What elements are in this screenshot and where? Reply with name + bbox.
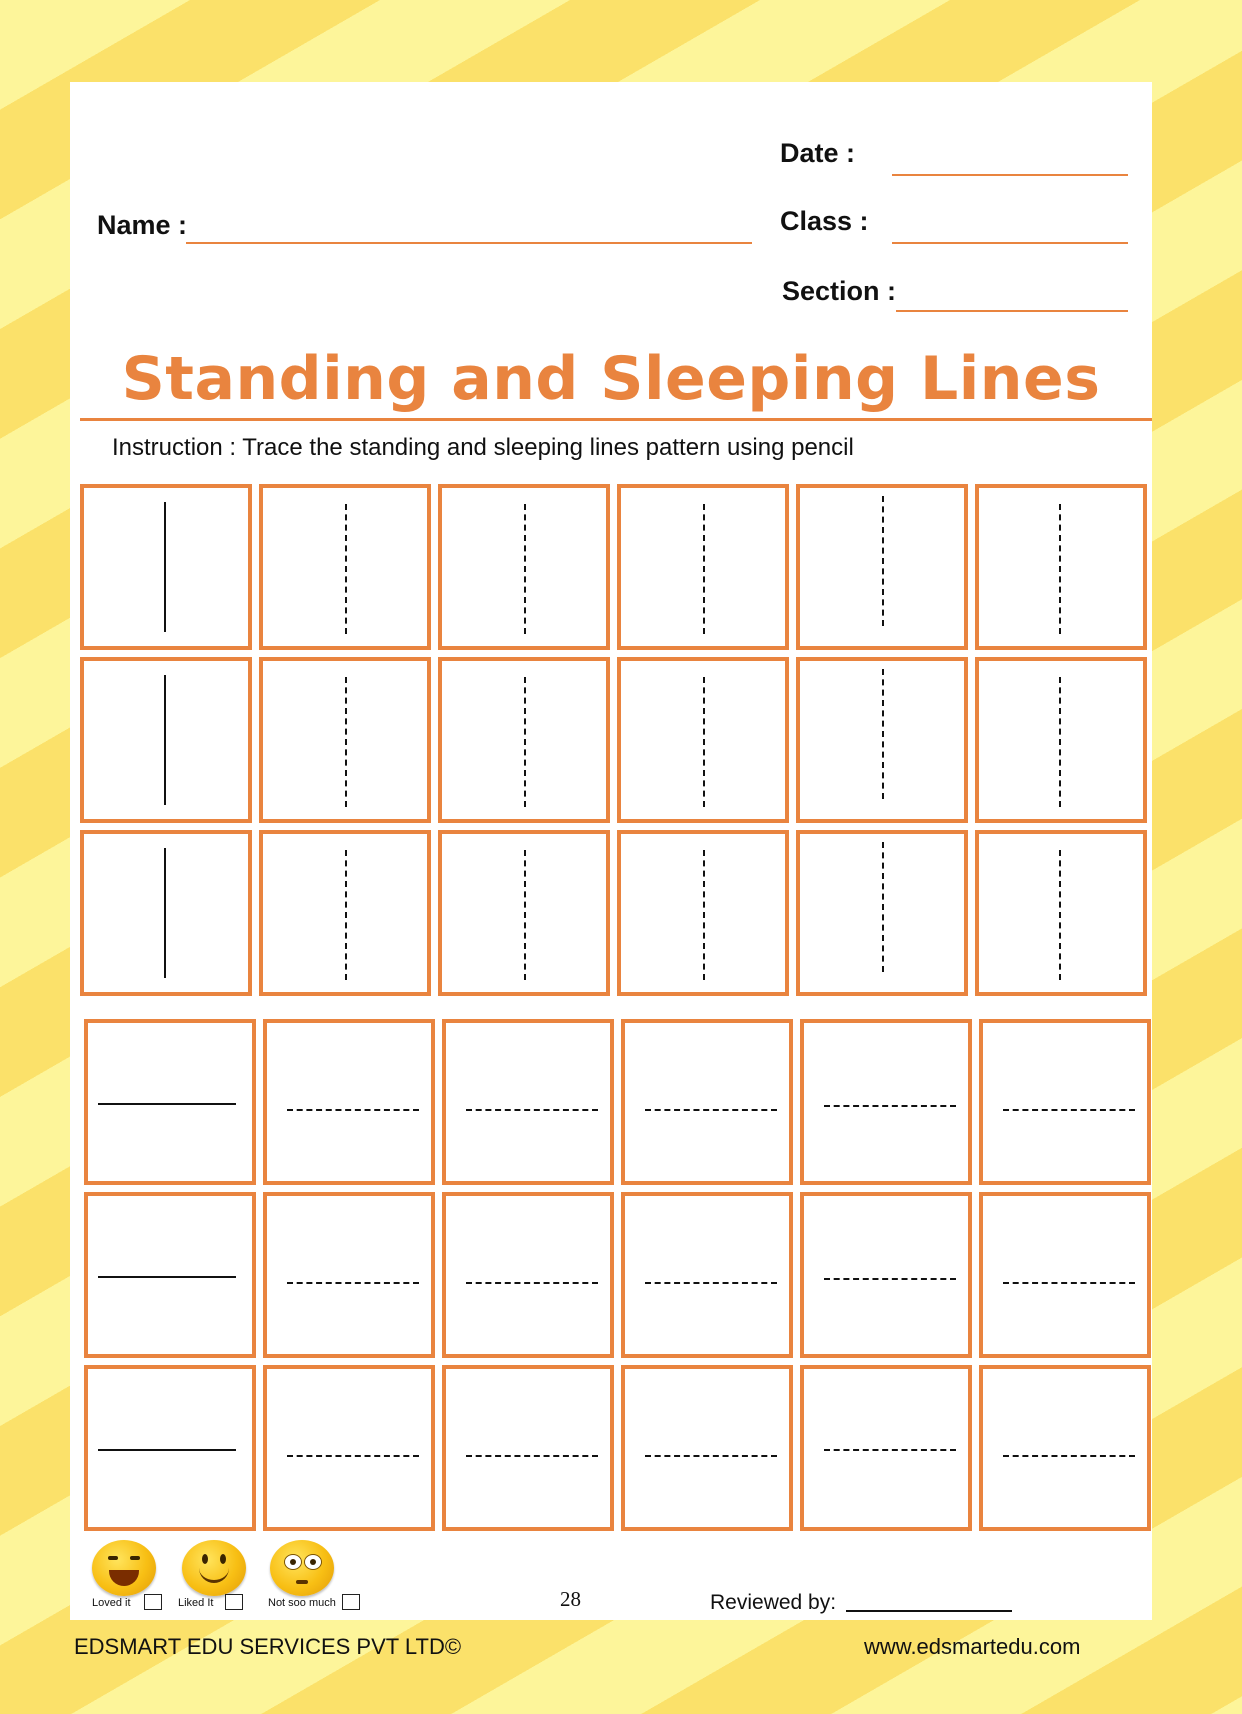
standing-line-dotted [345, 504, 347, 634]
standing-line-dotted [1059, 677, 1061, 807]
name-field[interactable] [186, 242, 752, 244]
trace-box[interactable] [442, 1192, 614, 1358]
trace-box [84, 1365, 256, 1531]
section-label: Section : [782, 276, 897, 306]
standing-line-sample [164, 848, 166, 978]
trace-box[interactable] [621, 1019, 793, 1185]
sleeping-line-sample [98, 1276, 236, 1278]
sleeping-line-dotted [287, 1109, 419, 1111]
sleeping-line-dotted [645, 1455, 777, 1457]
trace-box[interactable] [438, 484, 610, 650]
page-number: 28 [560, 1587, 581, 1611]
class-label: Class : [780, 206, 869, 236]
trace-box[interactable] [263, 1365, 435, 1531]
trace-box [80, 484, 252, 650]
sleeping-line-dotted [287, 1282, 419, 1284]
sleeping-line-dotted [466, 1109, 598, 1111]
date-field[interactable] [892, 174, 1128, 176]
not-soo-much-label: Not soo much [268, 1597, 336, 1609]
trace-box[interactable] [975, 830, 1147, 996]
sleeping-line-dotted [824, 1278, 956, 1280]
trace-box[interactable] [621, 1192, 793, 1358]
reviewed-by-label: Reviewed by: [710, 1591, 837, 1614]
footer-company: EDSMART EDU SERVICES PVT LTD© [74, 1634, 462, 1659]
standing-line-dotted [703, 850, 705, 980]
trace-box[interactable] [617, 657, 789, 823]
trace-box[interactable] [617, 484, 789, 650]
trace-box[interactable] [796, 830, 968, 996]
sleeping-line-dotted [466, 1455, 598, 1457]
sleeping-line-dotted [824, 1105, 956, 1107]
title-divider [80, 418, 1152, 421]
standing-line-sample [164, 502, 166, 632]
standing-line-sample [164, 675, 166, 805]
sleeping-line-dotted [645, 1109, 777, 1111]
trace-box[interactable] [617, 830, 789, 996]
reviewed-by-field[interactable] [846, 1610, 1012, 1612]
section-field[interactable] [896, 310, 1128, 312]
footer-website[interactable]: www.edsmartedu.com [864, 1634, 1081, 1659]
neutral-face-icon [270, 1540, 334, 1596]
liked-it-checkbox[interactable] [225, 1594, 243, 1610]
standing-line-dotted [524, 677, 526, 807]
sleeping-line-dotted [645, 1282, 777, 1284]
trace-box[interactable] [979, 1019, 1151, 1185]
trace-box[interactable] [975, 484, 1147, 650]
trace-box [80, 830, 252, 996]
standing-line-dotted [882, 842, 884, 972]
smiling-face-icon [182, 1540, 246, 1596]
standing-line-dotted [703, 677, 705, 807]
standing-line-dotted [1059, 850, 1061, 980]
sleeping-line-dotted [1003, 1455, 1135, 1457]
sleeping-line-dotted [824, 1449, 956, 1451]
sleeping-line-sample [98, 1103, 236, 1105]
trace-box[interactable] [796, 484, 968, 650]
trace-box[interactable] [438, 830, 610, 996]
laughing-face-icon [92, 1540, 156, 1596]
standing-line-dotted [882, 496, 884, 626]
trace-box[interactable] [975, 657, 1147, 823]
standing-line-dotted [1059, 504, 1061, 634]
name-label: Name : [97, 210, 188, 240]
trace-box[interactable] [263, 1192, 435, 1358]
trace-box [84, 1019, 256, 1185]
trace-box[interactable] [979, 1365, 1151, 1531]
sleeping-line-sample [98, 1449, 236, 1451]
class-field[interactable] [892, 242, 1128, 244]
instruction-text: Instruction : Trace the standing and sleeping lines pattern using pencil [112, 434, 854, 461]
worksheet-title: Standing and Sleeping Lines [121, 344, 1101, 414]
trace-box[interactable] [263, 1019, 435, 1185]
sleeping-lines-grid [84, 1019, 1152, 1535]
sleeping-line-dotted [1003, 1109, 1135, 1111]
liked-it-label: Liked It [178, 1597, 214, 1609]
trace-box[interactable] [442, 1019, 614, 1185]
sleeping-line-dotted [1003, 1282, 1135, 1284]
sleeping-line-dotted [287, 1455, 419, 1457]
sleeping-line-dotted [466, 1282, 598, 1284]
standing-line-dotted [345, 850, 347, 980]
trace-box[interactable] [796, 657, 968, 823]
trace-box[interactable] [800, 1019, 972, 1185]
trace-box[interactable] [800, 1365, 972, 1531]
trace-box[interactable] [259, 484, 431, 650]
trace-box[interactable] [621, 1365, 793, 1531]
worksheet [70, 82, 1152, 1620]
trace-box [84, 1192, 256, 1358]
date-label: Date : [780, 138, 856, 168]
loved-it-checkbox[interactable] [144, 1594, 162, 1610]
standing-line-dotted [882, 669, 884, 799]
trace-box[interactable] [259, 830, 431, 996]
standing-line-dotted [524, 850, 526, 980]
trace-box[interactable] [259, 657, 431, 823]
trace-box[interactable] [979, 1192, 1151, 1358]
standing-line-dotted [703, 504, 705, 634]
standing-line-dotted [524, 504, 526, 634]
standing-lines-grid [80, 484, 1148, 1000]
loved-it-label: Loved it [92, 1597, 131, 1609]
trace-box[interactable] [800, 1192, 972, 1358]
trace-box [80, 657, 252, 823]
trace-box[interactable] [442, 1365, 614, 1531]
standing-line-dotted [345, 677, 347, 807]
trace-box[interactable] [438, 657, 610, 823]
not-soo-much-checkbox[interactable] [342, 1594, 360, 1610]
